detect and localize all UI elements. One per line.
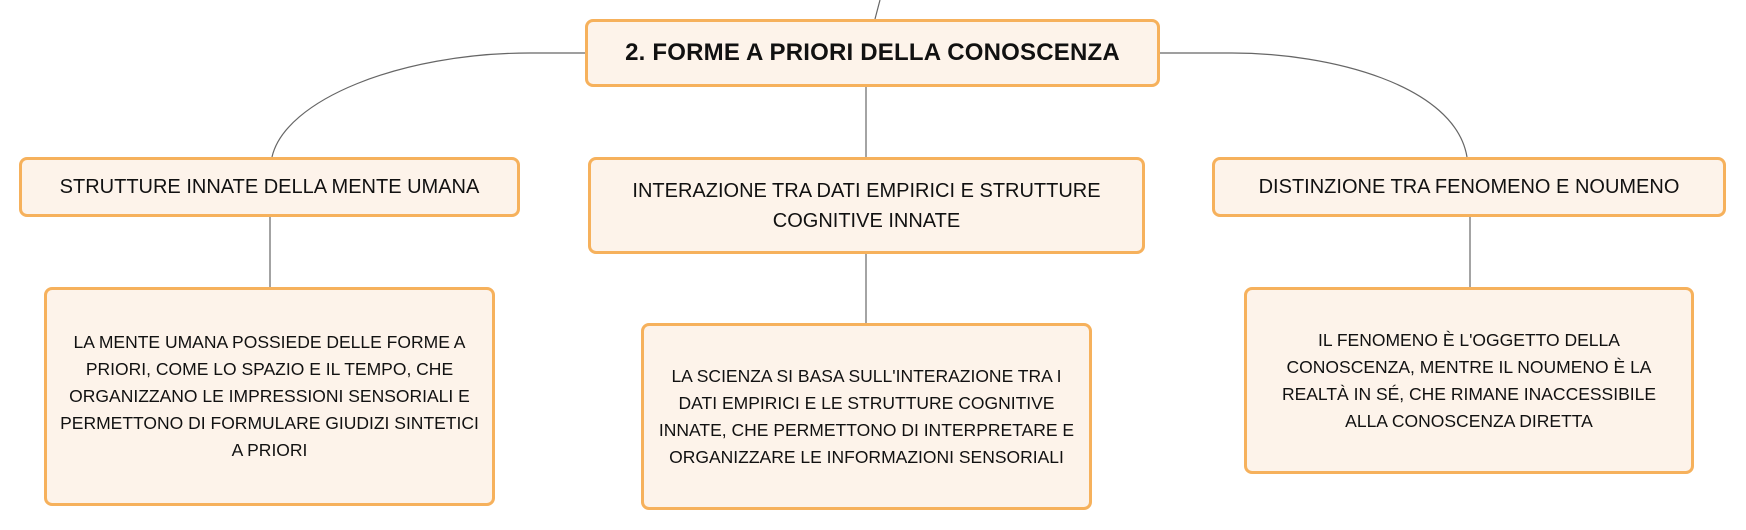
detail-text: LA MENTE UMANA POSSIEDE DELLE FORME A PRIORI, COME LO SPAZIO E IL TEMPO, CHE ORGANIZZANO LE IMPRESSIONI SENSORIALI E PERMETTONO DI FORMULARE GIUDIZI SINTETICI A PRIORI bbox=[60, 332, 479, 460]
branch-topic-label: STRUTTURE INNATE DELLA MENTE UMANA bbox=[59, 176, 480, 198]
detail-node-empirical-interaction[interactable] bbox=[641, 323, 1092, 510]
connector-parent-to-root bbox=[875, 0, 880, 19]
connector-root-to-branch-1 bbox=[272, 53, 585, 157]
branch-node-innate-structures[interactable] bbox=[19, 157, 520, 217]
root-title: 2. FORME A PRIORI DELLA CONOSCENZA bbox=[625, 39, 1120, 66]
branch-topic-label: DISTINZIONE TRA FENOMENO E NOUMENO bbox=[1258, 176, 1680, 198]
detail-node-innate-structures[interactable] bbox=[44, 287, 495, 506]
detail-text: LA SCIENZA SI BASA SULL'INTERAZIONE TRA I DATI EMPIRICI E LE STRUTTURE COGNITIVE INNATE, CHE PERMETTONO DI INTERPRETARE E ORGANIZZARE LE INFORMAZIONI SENSORIALI bbox=[658, 365, 1075, 467]
detail-node-phenomenon-noumenon[interactable] bbox=[1244, 287, 1694, 474]
detail-text: IL FENOMENO È L'OGGETTO DELLA CONOSCENZA, MENTRE IL NOUMENO È LA REALTÀ IN SÉ, CHE RIMANE INACCESSIBILE ALLA CONOSCENZA DIRETTA bbox=[1281, 329, 1657, 431]
root-node[interactable] bbox=[585, 19, 1160, 87]
connector-root-to-branch-3 bbox=[1160, 53, 1467, 157]
branch-topic-label: INTERAZIONE TRA DATI EMPIRICI E STRUTTURE COGNITIVE INNATE bbox=[632, 179, 1101, 232]
branch-node-phenomenon-noumenon[interactable] bbox=[1212, 157, 1726, 217]
branch-node-empirical-interaction[interactable] bbox=[588, 157, 1145, 254]
